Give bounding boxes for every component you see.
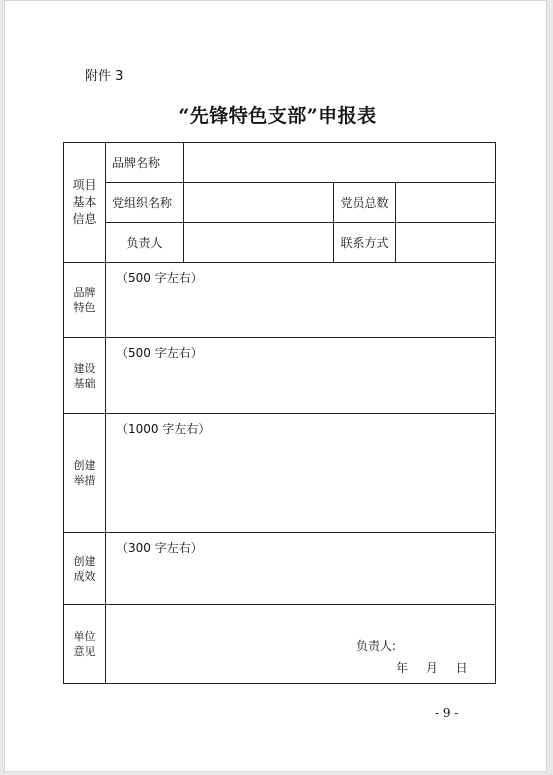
results-field[interactable] [106,533,496,605]
measures-field[interactable] [106,414,496,533]
measures-row [64,414,496,533]
opinion-field[interactable] [106,605,496,684]
leader-label: 负责人 [106,223,184,263]
measures-hint: （1000 字左右） [116,422,211,436]
results-hint: （300 字左右） [116,541,203,555]
foundation-field[interactable] [106,338,496,414]
measures-label: 创建 举措 [64,414,106,533]
foundation-hint: （500 字左右） [116,346,203,360]
org-name-field[interactable] [184,183,334,223]
brand-name-row [64,143,496,183]
signer-label: 负责人: [356,639,397,653]
brand-feature-row [64,263,496,338]
page-number: - 9 - [435,706,459,720]
form-title: “先锋特色支部”申报表 [178,105,377,127]
results-label: 创建 成效 [64,533,106,605]
leader-row [64,223,496,263]
foundation-row [64,338,496,414]
opinion-label: 单位 意见 [64,605,106,684]
basic-info-label: 项目 基本 信息 [64,143,106,263]
foundation-label: 建设 基础 [64,338,106,414]
org-name-row [64,183,496,223]
document-page [4,0,547,772]
contact-label: 联系方式 [334,223,396,263]
member-count-label: 党员总数 [334,183,396,223]
brand-feature-field[interactable] [106,263,496,338]
member-count-field[interactable] [396,183,496,223]
contact-field[interactable] [396,223,496,263]
application-form-table [63,142,496,684]
results-row [64,533,496,605]
leader-field[interactable] [184,223,334,263]
date-label: 年 月 日 [396,661,468,675]
brand-name-label: 品牌名称 [106,143,184,183]
opinion-row [64,605,496,684]
brand-feature-label: 品牌 特色 [64,263,106,338]
brand-feature-hint: （500 字左右） [116,271,203,285]
brand-name-field[interactable] [184,143,496,183]
attachment-label: 附件 3 [85,69,124,84]
org-name-label: 党组织名称 [106,183,184,223]
